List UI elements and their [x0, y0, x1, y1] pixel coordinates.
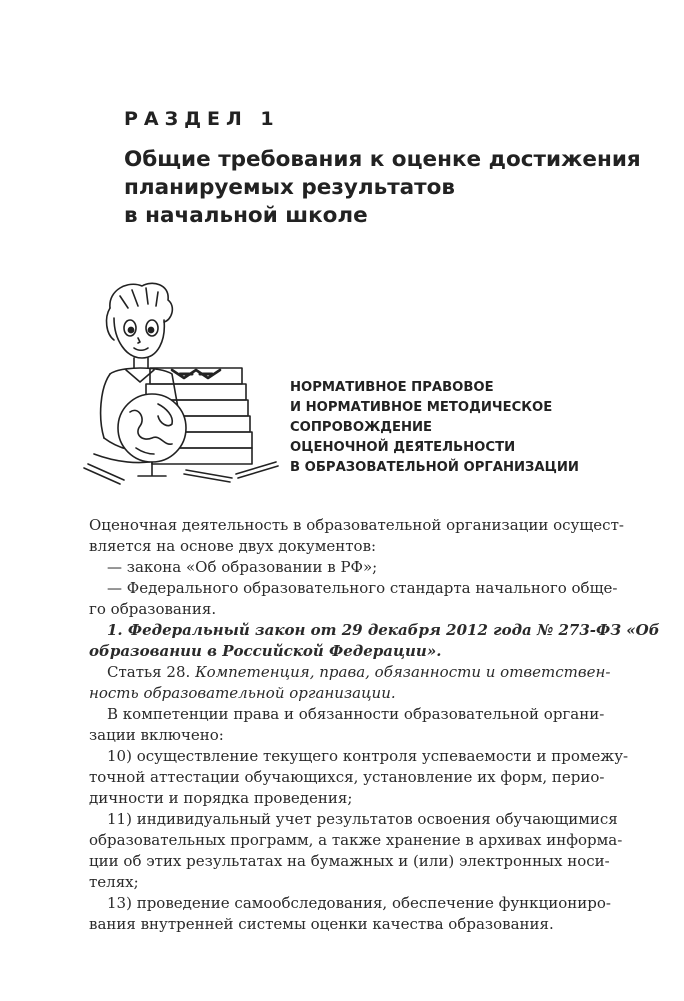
law-title-line: 1. Федеральный закон от 29 декабря 2012 года № 273-ФЗ «Об: [107, 621, 660, 639]
girl-with-books-and-globe-illustration: [80, 278, 280, 498]
subsection-heading: [290, 378, 620, 478]
subsection-heading-line: В ОБРАЗОВАТЕЛЬНОЙ ОРГАНИЗАЦИИ: [290, 460, 579, 475]
body-line: точной аттестации обучающихся, установление их форм, перио-: [89, 768, 605, 786]
subsection-heading-line: СОПРОВОЖДЕНИЕ: [290, 420, 433, 435]
body-line: Оценочная деятельность в образовательной организации осущест-: [89, 516, 624, 534]
body-line: образовательных программ, а также хранение в архивах информа-: [89, 831, 623, 849]
section-title-line: в начальной школе: [124, 203, 368, 228]
section-title-line: Общие требования к оценке достижения: [124, 147, 641, 172]
body-text: [89, 515, 660, 935]
body-line: — Федерального образовательного стандарта начального обще-: [107, 579, 618, 597]
section-label: РАЗДЕЛ 1: [124, 108, 280, 130]
body-line: 13) проведение самообследования, обеспечение функциониро-: [107, 894, 611, 912]
body-line: го образования.: [89, 600, 217, 618]
body-line: 10) осуществление текущего контроля успеваемости и промежу-: [107, 747, 629, 765]
article-number: Статья 28.: [107, 663, 191, 681]
body-line: вляется на основе двух документов:: [89, 537, 377, 555]
body-line: телях;: [89, 873, 139, 891]
section-title-line: планируемых результатов: [124, 175, 456, 200]
body-line: — закона «Об образовании в РФ»;: [107, 558, 378, 576]
subsection-heading-line: И НОРМАТИВНОЕ МЕТОДИЧЕСКОЕ: [290, 400, 553, 415]
body-line: зации включено:: [89, 726, 224, 744]
section-title: [124, 146, 641, 230]
body-line: дичности и порядка проведения;: [89, 789, 353, 807]
subsection-heading-line: ОЦЕНОЧНОЙ ДЕЯТЕЛЬНОСТИ: [290, 440, 516, 455]
body-line: ции об этих результатах на бумажных и (или) электронных носи-: [89, 852, 610, 870]
article-title: Компетенция, права, обязанности и ответствен-: [195, 663, 611, 681]
body-line: вания внутренней системы оценки качества образования.: [89, 915, 554, 933]
body-line: [89, 662, 611, 683]
article-title-line: ность образовательной организации.: [89, 684, 396, 702]
law-title-line: образовании в Российской Федерации».: [89, 642, 442, 660]
body-line: В компетенции права и обязанности образовательной органи-: [107, 705, 605, 723]
subsection-heading-line: НОРМАТИВНОЕ ПРАВОВОЕ: [290, 380, 494, 395]
body-line: 11) индивидуальный учет результатов освоения обучающимися: [107, 810, 618, 828]
